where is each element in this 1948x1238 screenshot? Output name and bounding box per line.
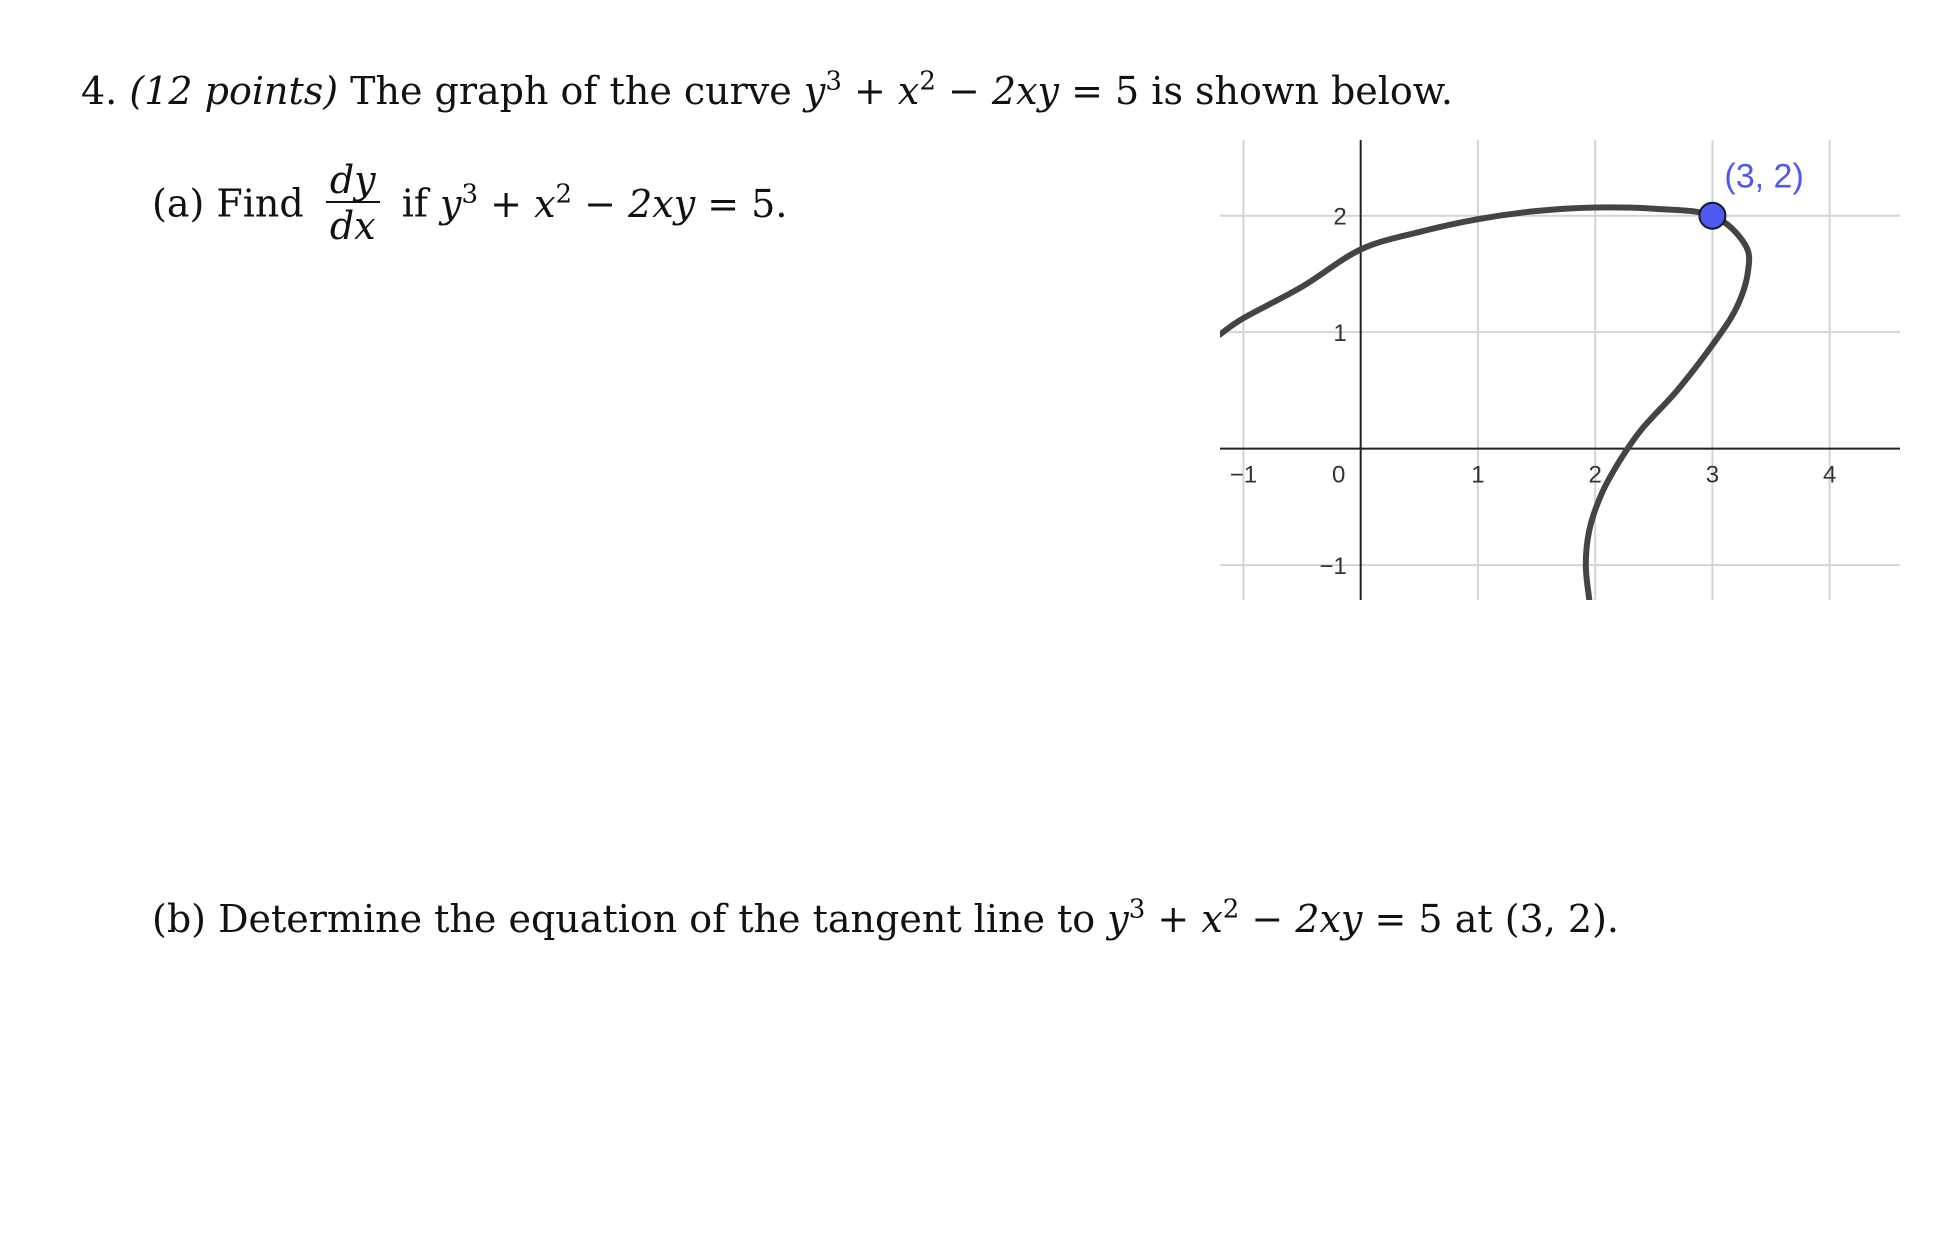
curve bbox=[1220, 207, 1749, 600]
question-4-header bbox=[81, 66, 1453, 113]
part-a-find: Find bbox=[216, 181, 304, 226]
x-tick-label: 1 bbox=[1471, 461, 1485, 489]
curve-line bbox=[1220, 207, 1749, 600]
question-points: (12 points) bbox=[129, 69, 339, 113]
tick-labels bbox=[1230, 204, 1837, 580]
fraction-denominator: dx bbox=[329, 204, 376, 248]
part-a-label: (a) bbox=[152, 181, 205, 226]
part-b bbox=[152, 894, 1619, 941]
x-tick-label: 2 bbox=[1588, 461, 1602, 489]
question-number: 4. bbox=[81, 69, 118, 113]
part-b-equation: $y^3 + x^2 - 2xy = 5$ bbox=[1107, 894, 1443, 941]
derivative-fraction bbox=[326, 158, 380, 248]
fraction-numerator: dy bbox=[326, 161, 380, 203]
y-tick-label: −1 bbox=[1319, 553, 1347, 581]
part-b-text: Determine the equation of the tangent line to bbox=[218, 897, 1096, 941]
x-tick-label: 0 bbox=[1332, 461, 1346, 489]
question-intro-end: is shown below. bbox=[1151, 69, 1453, 113]
part-b-at: at bbox=[1454, 897, 1493, 941]
curve-graph bbox=[1220, 140, 1900, 600]
part-a-equation: $y^3 + x^2 - 2xy = 5$. bbox=[440, 179, 788, 226]
highlighted-point bbox=[1699, 203, 1725, 229]
part-b-label: (b) bbox=[152, 897, 206, 941]
highlighted-point-label: (3, 2) bbox=[1724, 157, 1804, 196]
highlighted-point-group bbox=[1699, 158, 1803, 229]
curve-equation: $y^3 + x^2 - 2xy = 5$ bbox=[803, 66, 1140, 113]
part-a-if: if bbox=[401, 181, 428, 226]
x-tick-label: 4 bbox=[1822, 461, 1837, 489]
x-tick-label: 3 bbox=[1705, 461, 1720, 489]
part-b-point: (3, 2). bbox=[1504, 897, 1619, 941]
part-a bbox=[152, 158, 788, 249]
x-tick-label: −1 bbox=[1229, 461, 1258, 489]
y-tick-label: 1 bbox=[1333, 320, 1347, 348]
question-intro: The graph of the curve bbox=[350, 69, 792, 113]
y-tick-label: 2 bbox=[1333, 203, 1347, 231]
